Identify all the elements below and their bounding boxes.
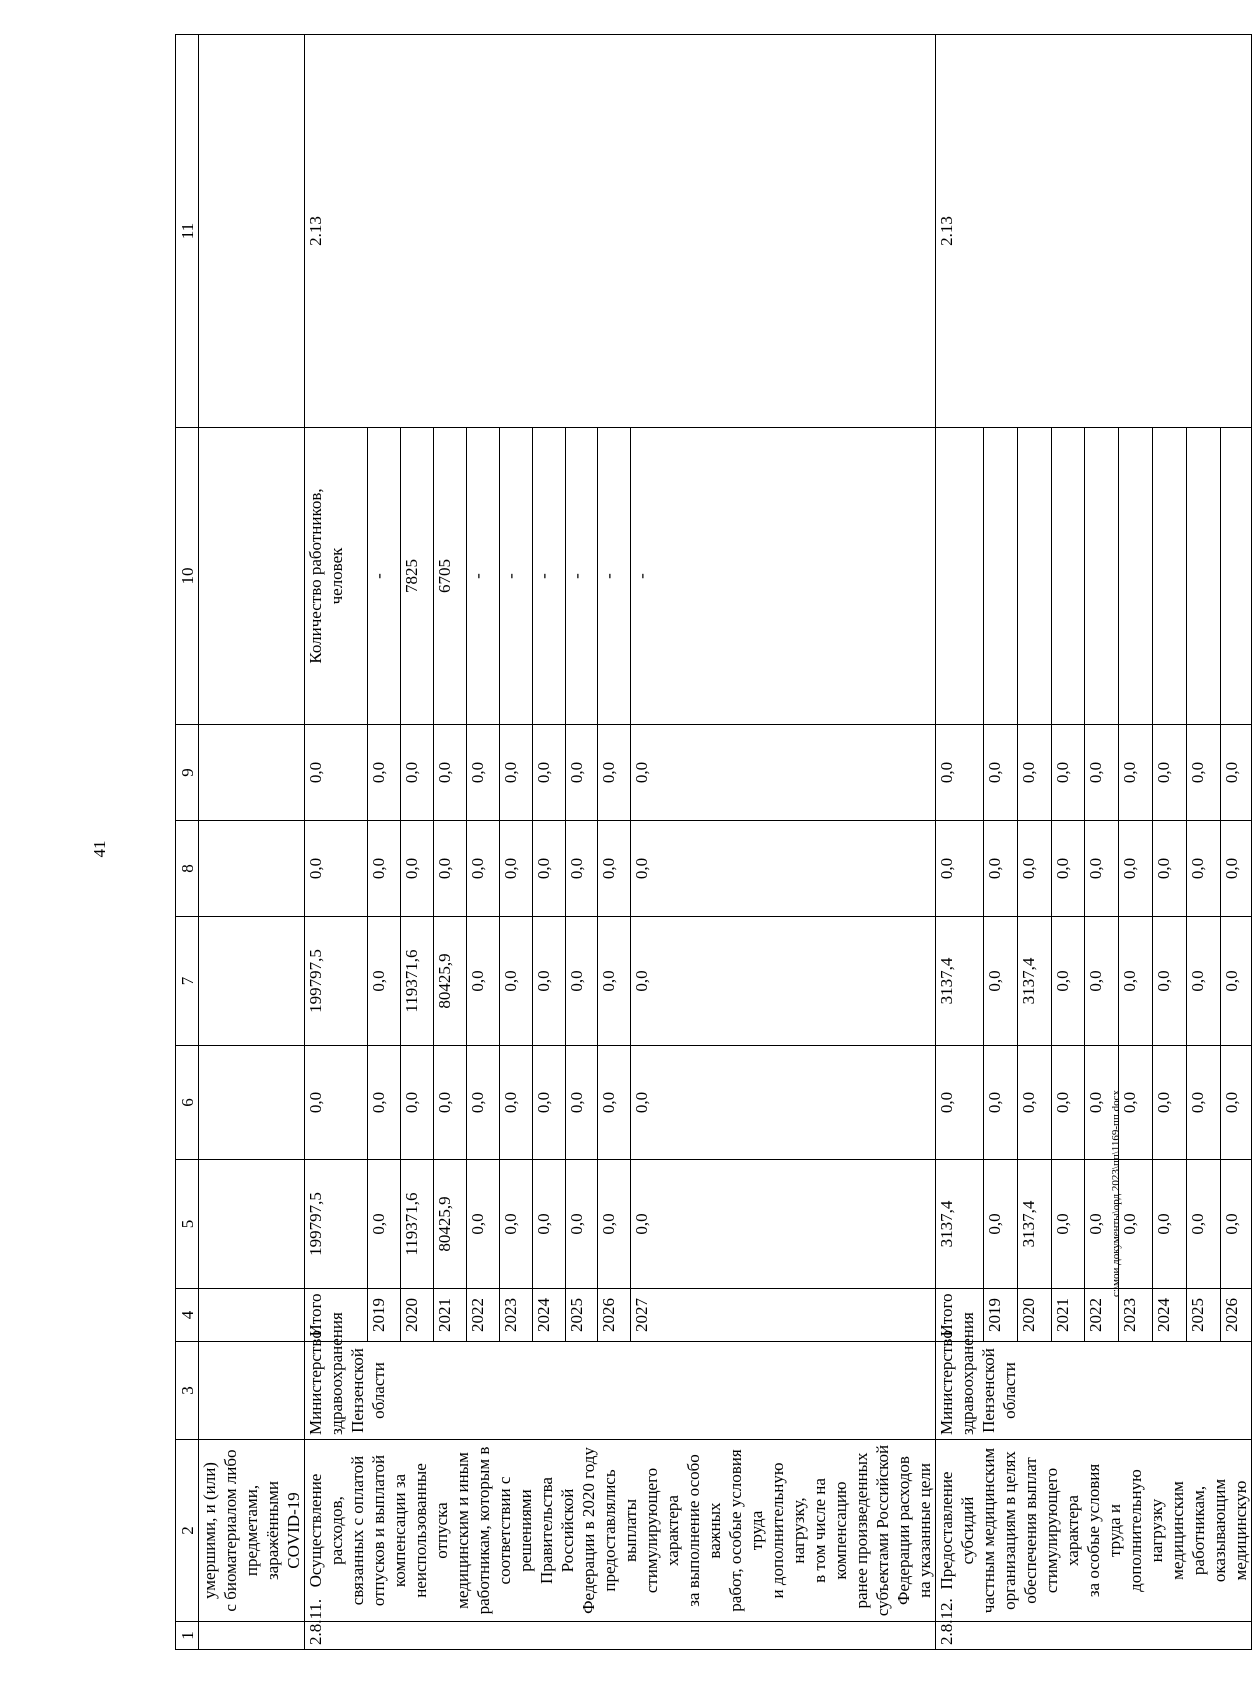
total-funding-cell: 0,0 xyxy=(1119,1160,1153,1289)
table-body xyxy=(176,35,1252,1650)
indicator-value: - xyxy=(466,428,499,725)
regional-budget-cell: 0,0 xyxy=(565,917,598,1046)
column-number: 7 xyxy=(176,917,199,1046)
local-budget-cell: 0,0 xyxy=(1220,821,1251,917)
local-budget-cell: 0,0 xyxy=(1051,821,1085,917)
indicator-value xyxy=(1051,428,1085,725)
local-budget-cell: 0,0 xyxy=(565,821,598,917)
indicator-value xyxy=(1119,428,1153,725)
total-funding-cell: 0,0 xyxy=(1051,1160,1085,1289)
year-cell: 2025 xyxy=(1187,1289,1221,1342)
continuation-row xyxy=(199,35,305,1650)
total-funding-cell: 0,0 xyxy=(1220,1160,1251,1289)
total-funding-cell: 0,0 xyxy=(1085,1160,1119,1289)
regional-budget-cell: 199797,5 xyxy=(305,917,368,1046)
column-number: 1 xyxy=(176,1622,199,1650)
column-number: 2 xyxy=(176,1440,199,1622)
indicator-value: - xyxy=(368,428,401,725)
regional-budget-cell: 0,0 xyxy=(368,917,401,1046)
federal-budget-cell: 0,0 xyxy=(1051,1046,1085,1160)
local-budget-cell: 0,0 xyxy=(305,821,368,917)
empty-cell xyxy=(199,1160,305,1289)
local-budget-cell: 0,0 xyxy=(1017,821,1051,917)
federal-budget-cell: 0,0 xyxy=(631,1046,936,1160)
indicator-value: 6705 xyxy=(433,428,466,725)
year-cell: 2026 xyxy=(598,1289,631,1342)
regional-budget-cell: 0,0 xyxy=(631,917,936,1046)
total-funding-cell: 0,0 xyxy=(499,1160,532,1289)
total-funding-cell: 80425,9 xyxy=(433,1160,466,1289)
empty-cell xyxy=(199,1289,305,1342)
year-cell: 2020 xyxy=(1017,1289,1051,1342)
other-sources-cell: 0,0 xyxy=(1153,725,1187,821)
federal-budget-cell: 0,0 xyxy=(466,1046,499,1160)
empty-cell xyxy=(199,725,305,821)
year-cell: 2023 xyxy=(1119,1289,1153,1342)
indicator-value: - xyxy=(631,428,936,725)
empty-cell xyxy=(199,428,305,725)
federal-budget-cell: 0,0 xyxy=(433,1046,466,1160)
year-cell: 2021 xyxy=(433,1289,466,1342)
other-sources-cell: 0,0 xyxy=(565,725,598,821)
federal-budget-cell: 0,0 xyxy=(598,1046,631,1160)
column-number: 8 xyxy=(176,821,199,917)
federal-budget-cell: 0,0 xyxy=(936,1046,984,1160)
local-budget-cell: 0,0 xyxy=(368,821,401,917)
regional-budget-cell: 3137,4 xyxy=(936,917,984,1046)
item-executor: Министерство здравоохранения Пензенской области xyxy=(305,1342,936,1440)
column-number: 5 xyxy=(176,1160,199,1289)
indicator-value: - xyxy=(565,428,598,725)
regional-budget-cell: 0,0 xyxy=(598,917,631,1046)
item-executor: Министерство здравоохранения Пензенской области xyxy=(936,1342,1252,1440)
local-budget-cell: 0,0 xyxy=(499,821,532,917)
page-number: 41 xyxy=(90,840,109,858)
local-budget-cell: 0,0 xyxy=(433,821,466,917)
year-cell: 2026 xyxy=(1220,1289,1251,1342)
year-cell: 2020 xyxy=(401,1289,434,1342)
column-number-row xyxy=(176,35,199,1650)
continuation-description: умершими, и (или) с биоматериалом либо предметами, заражёнными COVID-19 xyxy=(199,1440,305,1622)
total-funding-cell: 0,0 xyxy=(565,1160,598,1289)
year-cell: 2023 xyxy=(499,1289,532,1342)
other-sources-cell: 0,0 xyxy=(631,725,936,821)
regional-budget-cell: 0,0 xyxy=(1119,917,1153,1046)
other-sources-cell: 0,0 xyxy=(466,725,499,821)
column-number: 3 xyxy=(176,1342,199,1440)
regional-budget-cell: 0,0 xyxy=(532,917,565,1046)
regional-budget-cell: 0,0 xyxy=(466,917,499,1046)
table-row xyxy=(936,35,984,1650)
local-budget-cell: 0,0 xyxy=(401,821,434,917)
local-budget-cell: 0,0 xyxy=(1187,821,1221,917)
other-sources-cell: 0,0 xyxy=(983,725,1017,821)
federal-budget-cell: 0,0 xyxy=(565,1046,598,1160)
local-budget-cell: 0,0 xyxy=(936,821,984,917)
other-sources-cell: 0,0 xyxy=(499,725,532,821)
local-budget-cell: 0,0 xyxy=(631,821,936,917)
empty-cell xyxy=(199,35,305,428)
other-sources-cell: 0,0 xyxy=(1119,725,1153,821)
item-number: 2.8.11. xyxy=(305,1622,936,1650)
regional-budget-cell: 0,0 xyxy=(1085,917,1119,1046)
indicator-value: 7825 xyxy=(401,428,434,725)
column-number: 10 xyxy=(176,428,199,725)
empty-cell xyxy=(199,821,305,917)
other-sources-cell: 0,0 xyxy=(1220,725,1251,821)
total-funding-cell: 0,0 xyxy=(1153,1160,1187,1289)
footer-file-path: c:\мои документы\орд 2023\пп\1169-пп.docx xyxy=(1110,1090,1122,1297)
federal-budget-cell: 0,0 xyxy=(368,1046,401,1160)
total-funding-cell: 0,0 xyxy=(532,1160,565,1289)
year-cell: 2019 xyxy=(983,1289,1017,1342)
column-number: 9 xyxy=(176,725,199,821)
federal-budget-cell: 0,0 xyxy=(1119,1046,1153,1160)
local-budget-cell: 0,0 xyxy=(983,821,1017,917)
year-cell: 2024 xyxy=(1153,1289,1187,1342)
indicator-value: - xyxy=(598,428,631,725)
local-budget-cell: 0,0 xyxy=(598,821,631,917)
local-budget-cell: 0,0 xyxy=(1119,821,1153,917)
target-indicator-ref: 2.13 xyxy=(305,35,936,428)
local-budget-cell: 0,0 xyxy=(532,821,565,917)
other-sources-cell: 0,0 xyxy=(1051,725,1085,821)
indicator-value: - xyxy=(532,428,565,725)
year-cell: 2024 xyxy=(532,1289,565,1342)
empty-cell xyxy=(199,1046,305,1160)
federal-budget-cell: 0,0 xyxy=(983,1046,1017,1160)
federal-budget-cell: 0,0 xyxy=(532,1046,565,1160)
total-funding-cell: 0,0 xyxy=(631,1160,936,1289)
other-sources-cell: 0,0 xyxy=(532,725,565,821)
other-sources-cell: 0,0 xyxy=(433,725,466,821)
total-funding-cell: 3137,4 xyxy=(1017,1160,1051,1289)
federal-budget-cell: 0,0 xyxy=(1085,1046,1119,1160)
empty-cell xyxy=(199,917,305,1046)
regional-budget-cell: 80425,9 xyxy=(433,917,466,1046)
other-sources-cell: 0,0 xyxy=(598,725,631,821)
federal-budget-cell: 0,0 xyxy=(305,1046,368,1160)
regional-budget-cell: 119371,6 xyxy=(401,917,434,1046)
program-activities-table xyxy=(175,34,1252,1650)
target-indicator-ref: 2.13 xyxy=(936,35,1252,428)
regional-budget-cell: 3137,4 xyxy=(1017,917,1051,1046)
other-sources-cell: 0,0 xyxy=(1187,725,1221,821)
indicator-value xyxy=(936,428,984,725)
local-budget-cell: 0,0 xyxy=(1085,821,1119,917)
other-sources-cell: 0,0 xyxy=(1085,725,1119,821)
regional-budget-cell: 0,0 xyxy=(1051,917,1085,1046)
federal-budget-cell: 0,0 xyxy=(1187,1046,1221,1160)
column-number: 11 xyxy=(176,35,199,428)
year-cell: Итого xyxy=(936,1289,984,1342)
total-funding-cell: 199797,5 xyxy=(305,1160,368,1289)
regional-budget-cell: 0,0 xyxy=(499,917,532,1046)
item-description: Предоставление субсидий частным медицинским организациям в целях обеспечения выплат стимулирующего характера за особые условия труда и дополнительную нагрузку медицинским работникам, оказывающим медицинскую xyxy=(936,1440,1252,1622)
federal-budget-cell: 0,0 xyxy=(401,1046,434,1160)
local-budget-cell: 0,0 xyxy=(466,821,499,917)
other-sources-cell: 0,0 xyxy=(401,725,434,821)
other-sources-cell: 0,0 xyxy=(305,725,368,821)
year-cell: 2025 xyxy=(565,1289,598,1342)
indicator-value xyxy=(1017,428,1051,725)
indicator-value xyxy=(983,428,1017,725)
column-number: 6 xyxy=(176,1046,199,1160)
continuation-number-cell xyxy=(199,1622,305,1650)
total-funding-cell: 0,0 xyxy=(983,1160,1017,1289)
year-cell: 2019 xyxy=(368,1289,401,1342)
table-row xyxy=(305,35,368,1650)
total-funding-cell: 3137,4 xyxy=(936,1160,984,1289)
indicator-value xyxy=(1153,428,1187,725)
year-cell: 2022 xyxy=(466,1289,499,1342)
empty-cell xyxy=(199,1342,305,1440)
year-cell: 2022 xyxy=(1085,1289,1119,1342)
total-funding-cell: 0,0 xyxy=(1187,1160,1221,1289)
indicator-value xyxy=(1187,428,1221,725)
indicator-value xyxy=(1220,428,1251,725)
indicator-name: Количество работников, человек xyxy=(305,428,368,725)
other-sources-cell: 0,0 xyxy=(936,725,984,821)
indicator-value: - xyxy=(499,428,532,725)
regional-budget-cell: 0,0 xyxy=(1153,917,1187,1046)
other-sources-cell: 0,0 xyxy=(1017,725,1051,821)
other-sources-cell: 0,0 xyxy=(368,725,401,821)
item-description: Осуществление расходов, связанных с оплатой отпусков и выплатой компенсации за неиспользованные отпуска медицинским и иным работникам, которым в соответствии с решениями Правительства Российской Федерации в 2020 году предоставлялись выплаты стимулирующего характера за выполнение особо важных работ, особые условия труда и дополнительную нагрузку, в том числе на компенсацию ранее произведенных субъектами Российской Федерации расходов на указанные цели xyxy=(305,1440,936,1622)
year-cell: 2021 xyxy=(1051,1289,1085,1342)
total-funding-cell: 0,0 xyxy=(368,1160,401,1289)
federal-budget-cell: 0,0 xyxy=(1220,1046,1251,1160)
indicator-value xyxy=(1085,428,1119,725)
year-cell: 2027 xyxy=(631,1289,936,1342)
column-number: 4 xyxy=(176,1289,199,1342)
federal-budget-cell: 0,0 xyxy=(1017,1046,1051,1160)
total-funding-cell: 0,0 xyxy=(466,1160,499,1289)
total-funding-cell: 119371,6 xyxy=(401,1160,434,1289)
federal-budget-cell: 0,0 xyxy=(1153,1046,1187,1160)
item-number: 2.8.12. xyxy=(936,1622,1252,1650)
year-cell: Итого xyxy=(305,1289,368,1342)
total-funding-cell: 0,0 xyxy=(598,1160,631,1289)
regional-budget-cell: 0,0 xyxy=(1220,917,1251,1046)
federal-budget-cell: 0,0 xyxy=(499,1046,532,1160)
regional-budget-cell: 0,0 xyxy=(983,917,1017,1046)
local-budget-cell: 0,0 xyxy=(1153,821,1187,917)
regional-budget-cell: 0,0 xyxy=(1187,917,1221,1046)
